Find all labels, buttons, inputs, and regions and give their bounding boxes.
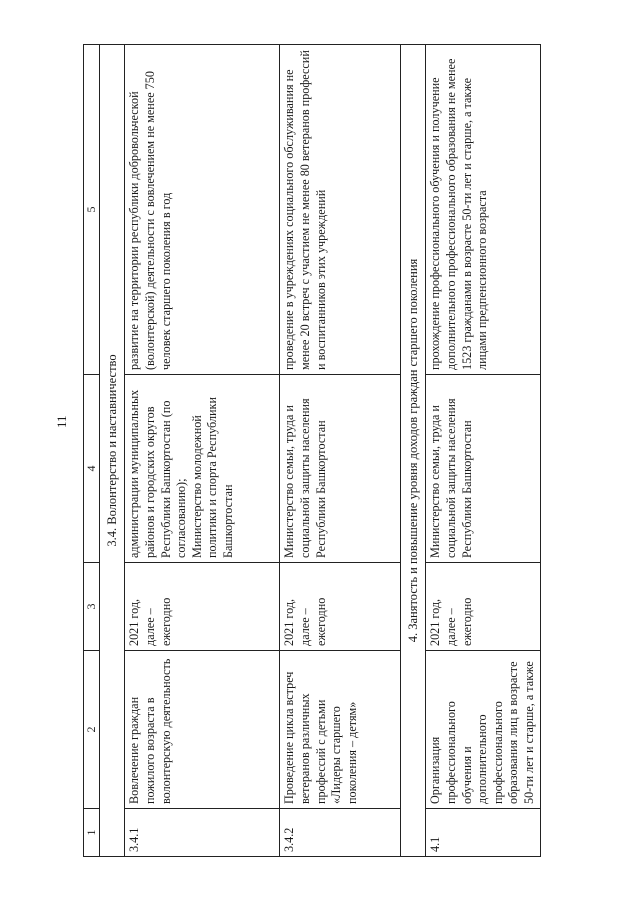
- term-cell: 2021 год, далее – ежегодно: [125, 563, 280, 651]
- header-col-2: 2: [84, 651, 100, 809]
- table-row: [280, 45, 401, 857]
- result-cell: прохождение профессионального обучения и получение дополнительного профессионального образования не менее 1523 гражданами в возрасте 50-ти лет и старше, а также лицами предпенсионного возраста: [426, 45, 540, 375]
- rotated-table-container: [83, 45, 535, 857]
- result-cell: развитие на территории республики добровольческой (волонтерской) деятельности с вовлечением не менее 750 человек старшего поколения в год: [125, 45, 280, 375]
- table-row: [125, 45, 280, 857]
- table-row: [426, 45, 540, 857]
- executor-cell: Министерство семьи, труда и социальной защиты населения Республики Башкортостан: [426, 375, 540, 563]
- section-row-3-4: [100, 45, 125, 857]
- header-col-3: 3: [84, 563, 100, 651]
- row-number: 3.4.2: [280, 809, 401, 857]
- row-number: 4.1: [426, 809, 540, 857]
- header-col-4: 4: [84, 375, 100, 563]
- header-row: [84, 45, 100, 857]
- section-title-3-4: 3.4. Волонтерство и наставничество: [100, 45, 125, 857]
- activity-cell: Вовлечение граждан пожилого возраста в волонтерскую деятельность: [125, 651, 280, 809]
- result-cell: проведение в учреждениях социального обслуживания не менее 20 встреч с участием не менее 80 ветеранов профессий и воспитанников этих учреждений: [280, 45, 401, 375]
- section-row-4: [401, 45, 426, 857]
- executor-cell: администрации муниципальных районов и городских округов Республики Башкортостан (по согласованию); Министерство молодежной политики и спорта Республики Башкортостан: [125, 375, 280, 563]
- executor-cell: Министерство семьи, труда и социальной защиты населения Республики Башкортостан: [280, 375, 401, 563]
- term-cell: 2021 год, далее – ежегодно: [280, 563, 401, 651]
- activity-cell: Проведение цикла встреч ветеранов различных профессий с детьми «Лидеры старшего поколения – детям»: [280, 651, 401, 809]
- section-title-4: 4. Занятость и повышение уровня доходов граждан старшего поколения: [401, 45, 426, 857]
- term-cell: 2021 год, далее – ежегодно: [426, 563, 540, 651]
- activity-cell: Организация профессионального обучения и дополнительного профессионального образования лиц в возрасте 50-ти лет и старше, а также: [426, 651, 540, 809]
- program-table: [83, 44, 541, 857]
- header-col-1: 1: [84, 809, 100, 857]
- page-number: 11: [54, 415, 69, 428]
- header-col-5: 5: [84, 45, 100, 375]
- row-number: 3.4.1: [125, 809, 280, 857]
